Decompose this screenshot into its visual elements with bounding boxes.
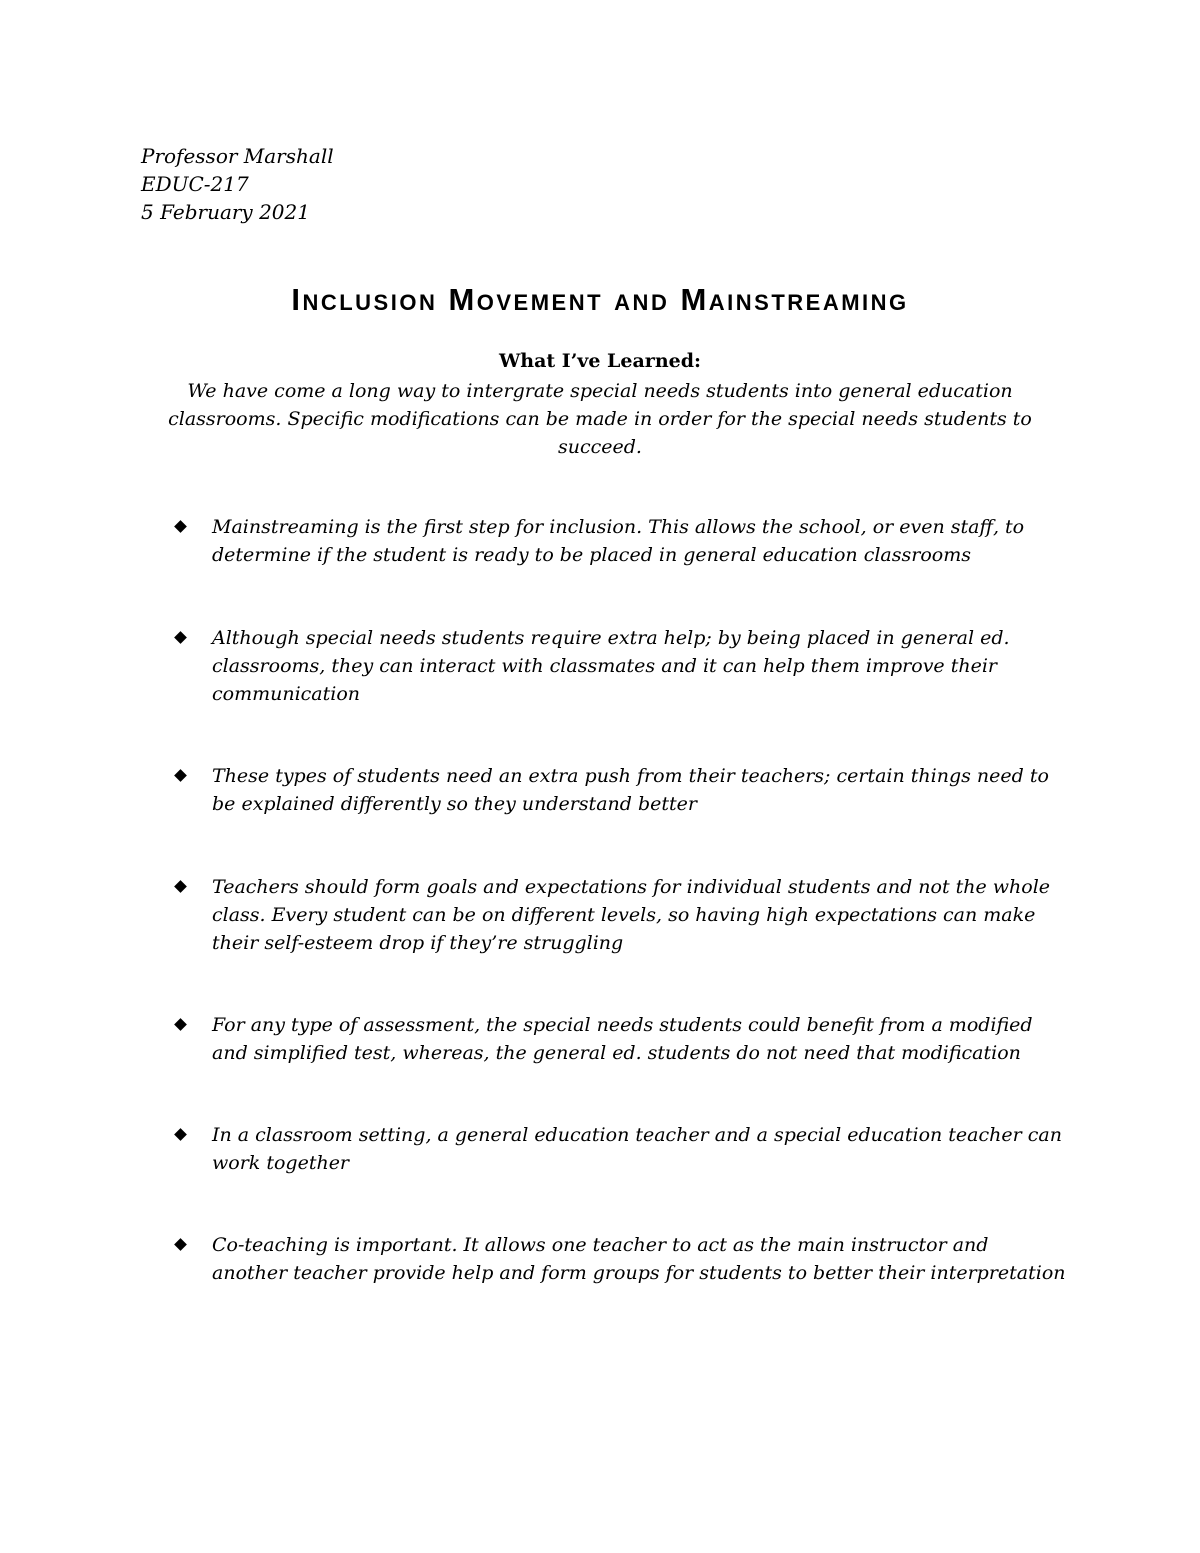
course-code: EDUC-217 [141, 172, 249, 196]
bullet-text: These types of students need an extra push from their teachers; certain things need to be explained differently so they understand better [212, 765, 1049, 815]
diamond-bullet-icon [174, 1018, 187, 1031]
bullet-text: Mainstreaming is the first step for inclusion. This allows the school, or even staff, to determine if the student is ready to be placed in general education classrooms [212, 516, 1025, 566]
bullet-item [176, 1121, 1066, 1177]
bullet-text: Teachers should form goals and expectations for individual students and not the whole class. Every student can be on different levels, so having high expectations can make their self-esteem drop if they’re struggling [212, 876, 1051, 954]
diamond-bullet-icon [174, 520, 187, 533]
diamond-bullet-icon [174, 1128, 187, 1141]
bullet-text: For any type of assessment, the special needs students could benefit from a modified and simplified test, whereas, the general ed. students do not need that modification [212, 1014, 1033, 1064]
diamond-bullet-icon [174, 631, 187, 644]
section-heading: What I’ve Learned: [498, 350, 702, 372]
diamond-bullet-icon [174, 1238, 187, 1251]
diamond-bullet-icon [174, 769, 187, 782]
bullet-item [176, 873, 1066, 957]
bullet-item [176, 762, 1066, 818]
bullet-item [176, 1231, 1066, 1287]
bullet-item [176, 1011, 1066, 1067]
professor-name: Professor Marshall [141, 144, 334, 168]
bullet-item [176, 624, 1066, 708]
bullet-item [176, 513, 1066, 569]
bullet-text: Co-teaching is important. It allows one teacher to act as the main instructor and another teacher provide help and form groups for students to better their interpretation [212, 1234, 1066, 1284]
bullet-text: Although special needs students require extra help; by being placed in general ed. classrooms, they can interact with classmates and it can help them improve their communication [212, 627, 1010, 705]
document-title: Inclusion Movement and Mainstreaming [291, 282, 909, 317]
bullet-text: In a classroom setting, a general education teacher and a special education teacher can work together [212, 1124, 1062, 1174]
intro-paragraph: We have come a long way to intergrate special needs students into general education classrooms. Specific modifications can be made in order for the special needs students to succeed. [168, 380, 1032, 458]
diamond-bullet-icon [174, 880, 187, 893]
document-header [141, 142, 334, 226]
document-date: 5 February 2021 [141, 200, 310, 224]
